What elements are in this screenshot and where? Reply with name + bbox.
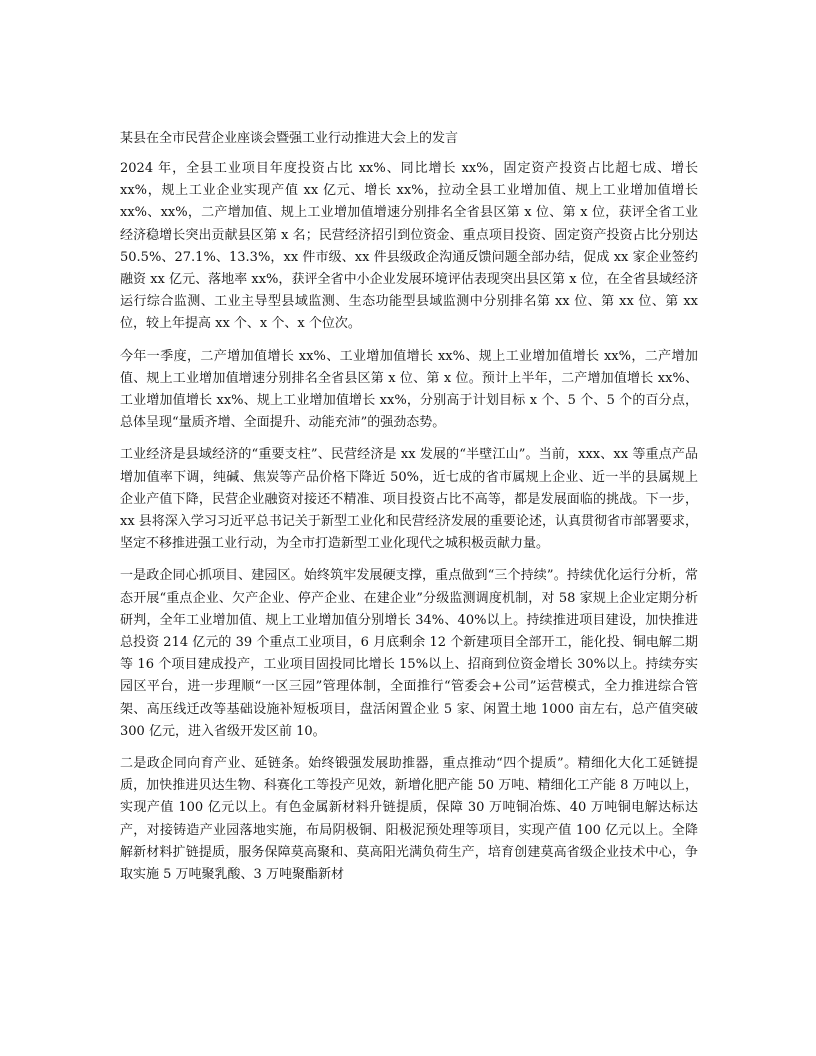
paragraph-first-quarter: 今年一季度，二产增加值增长 xx%、工业增加值增长 xx%、规上工业增加值增长 xx%，二产增加值、规上工业增加值增速分别排名全省县区第 x 位、第 x 位。预计上半年，二产增加值增长 xx%、工业增加值增长 xx%、规上工业增加值增长 xx%，分别高于计划目标 x 个、5 个、5 个的百分点，总体呈现“量质齐增、全面提升、动能充沛”的强劲态势。: [120, 348, 698, 431]
paragraph-annual-summary: 2024 年，全县工业项目年度投资占比 xx%、同比增长 xx%，固定资产投资占比超七成、增长 xx%，规上工业企业实现产值 xx 亿元、增长 xx%，拉动全县工业增加值、规上工业增加值增长 xx%、xx%，二产增加值、规上工业增加值增速分别排名全省县区第 x 位、第 x 位，获评全省工业经济稳增长突出贡献县区第 x 名；民营经济招引到位资金、重点项目投资、固定资产投资占比分别达 50.5%、27.1%、13.3%，xx 件市级、xx 件县级政企沟通反馈问题全部办结，促成 xx 家企业签约融资 xx 亿元、落地率 xx%，获评全省中小企业发展环境评估表现突出县区第 x 位，在全省县域经济运行综合监测、工业主导型县域监测、生态功能型县域监测中分别排名第 xx 位、第 xx 位、第 xx 位，较上年提高 xx 个、x 个、x 个位次。: [120, 161, 698, 332]
paragraph-challenges: 工业经济是县域经济的“重要支柱”、民营经济是 xx 发展的“半壁江山”。当前，xxx、xx 等重点产品增加值率下调，纯碱、焦炭等产品价格下降近 50%，近七成的省市属规上企业、近一半的县属规上企业产值下降，民营企业融资对接还不精准、项目投资占比不高等，都是发展面临的挑战。下一步，xx 县将深入学习习近平总书记关于新型工业化和民营经济发展的重要论述，认真贯彻省市部署要求，坚定不移推进强工业行动，为全市打造新型工业化现代之城积极贡献力量。: [120, 447, 698, 552]
document-body: [120, 128, 698, 896]
paragraph-projects-parks: 一是政企同心抓项目、建园区。始终筑牢发展硬支撑，重点做到“三个持续”。持续优化运行分析，常态开展“重点企业、欠产企业、停产企业、在建企业”分级监测调度机制，对 58 家规上企业定期分析研判，全年工业增加值、规上工业增加值分别增长 34%、40%以上。持续推进项目建设，加快推进总投资 214 亿元的 39 个重点工业项目，6 月底剩余 12 个新建项目全部开工，能化投、铜电解二期等 16 个项目建成投产，工业项目固投同比增长 15%以上、招商到位资金增长 30%以上。持续夯实园区平台，进一步理顺“一区三园”管理体制，全面推行“管委会+公司”运营模式，全力推进综合管架、高压线迁改等基础设施补短板项目，盘活闲置企业 5 家、闲置土地 1000 亩左右，总产值突破 300 亿元，进入省级开发区前 10。: [120, 568, 698, 739]
document-title: 某县在全市民营企业座谈会暨强工业行动推进大会上的发言: [120, 131, 459, 146]
paragraph-industry-chain: 二是政企同向育产业、延链条。始终锻强发展助推器，重点推动“四个提质”。精细化大化工延链提质，加快推进贝达生物、科赛化工等投产见效，新增化肥产能 50 万吨、精细化工产能 8 万吨以上，实现产值 100 亿元以上。有色金属新材料升链提质，保障 30 万吨铜冶炼、40 万吨铜电解达标达产，对接铸造产业园落地实施，布局阴极铜、阳极泥预处理等项目，实现产值 100 亿元以上。全降解新材料扩链提质，服务保障莫高聚和、莫高阳光满负荷生产，培育创建莫高省级企业技术中心，争取实施 5 万吨聚乳酸、3 万吨聚酯新材: [120, 756, 698, 883]
